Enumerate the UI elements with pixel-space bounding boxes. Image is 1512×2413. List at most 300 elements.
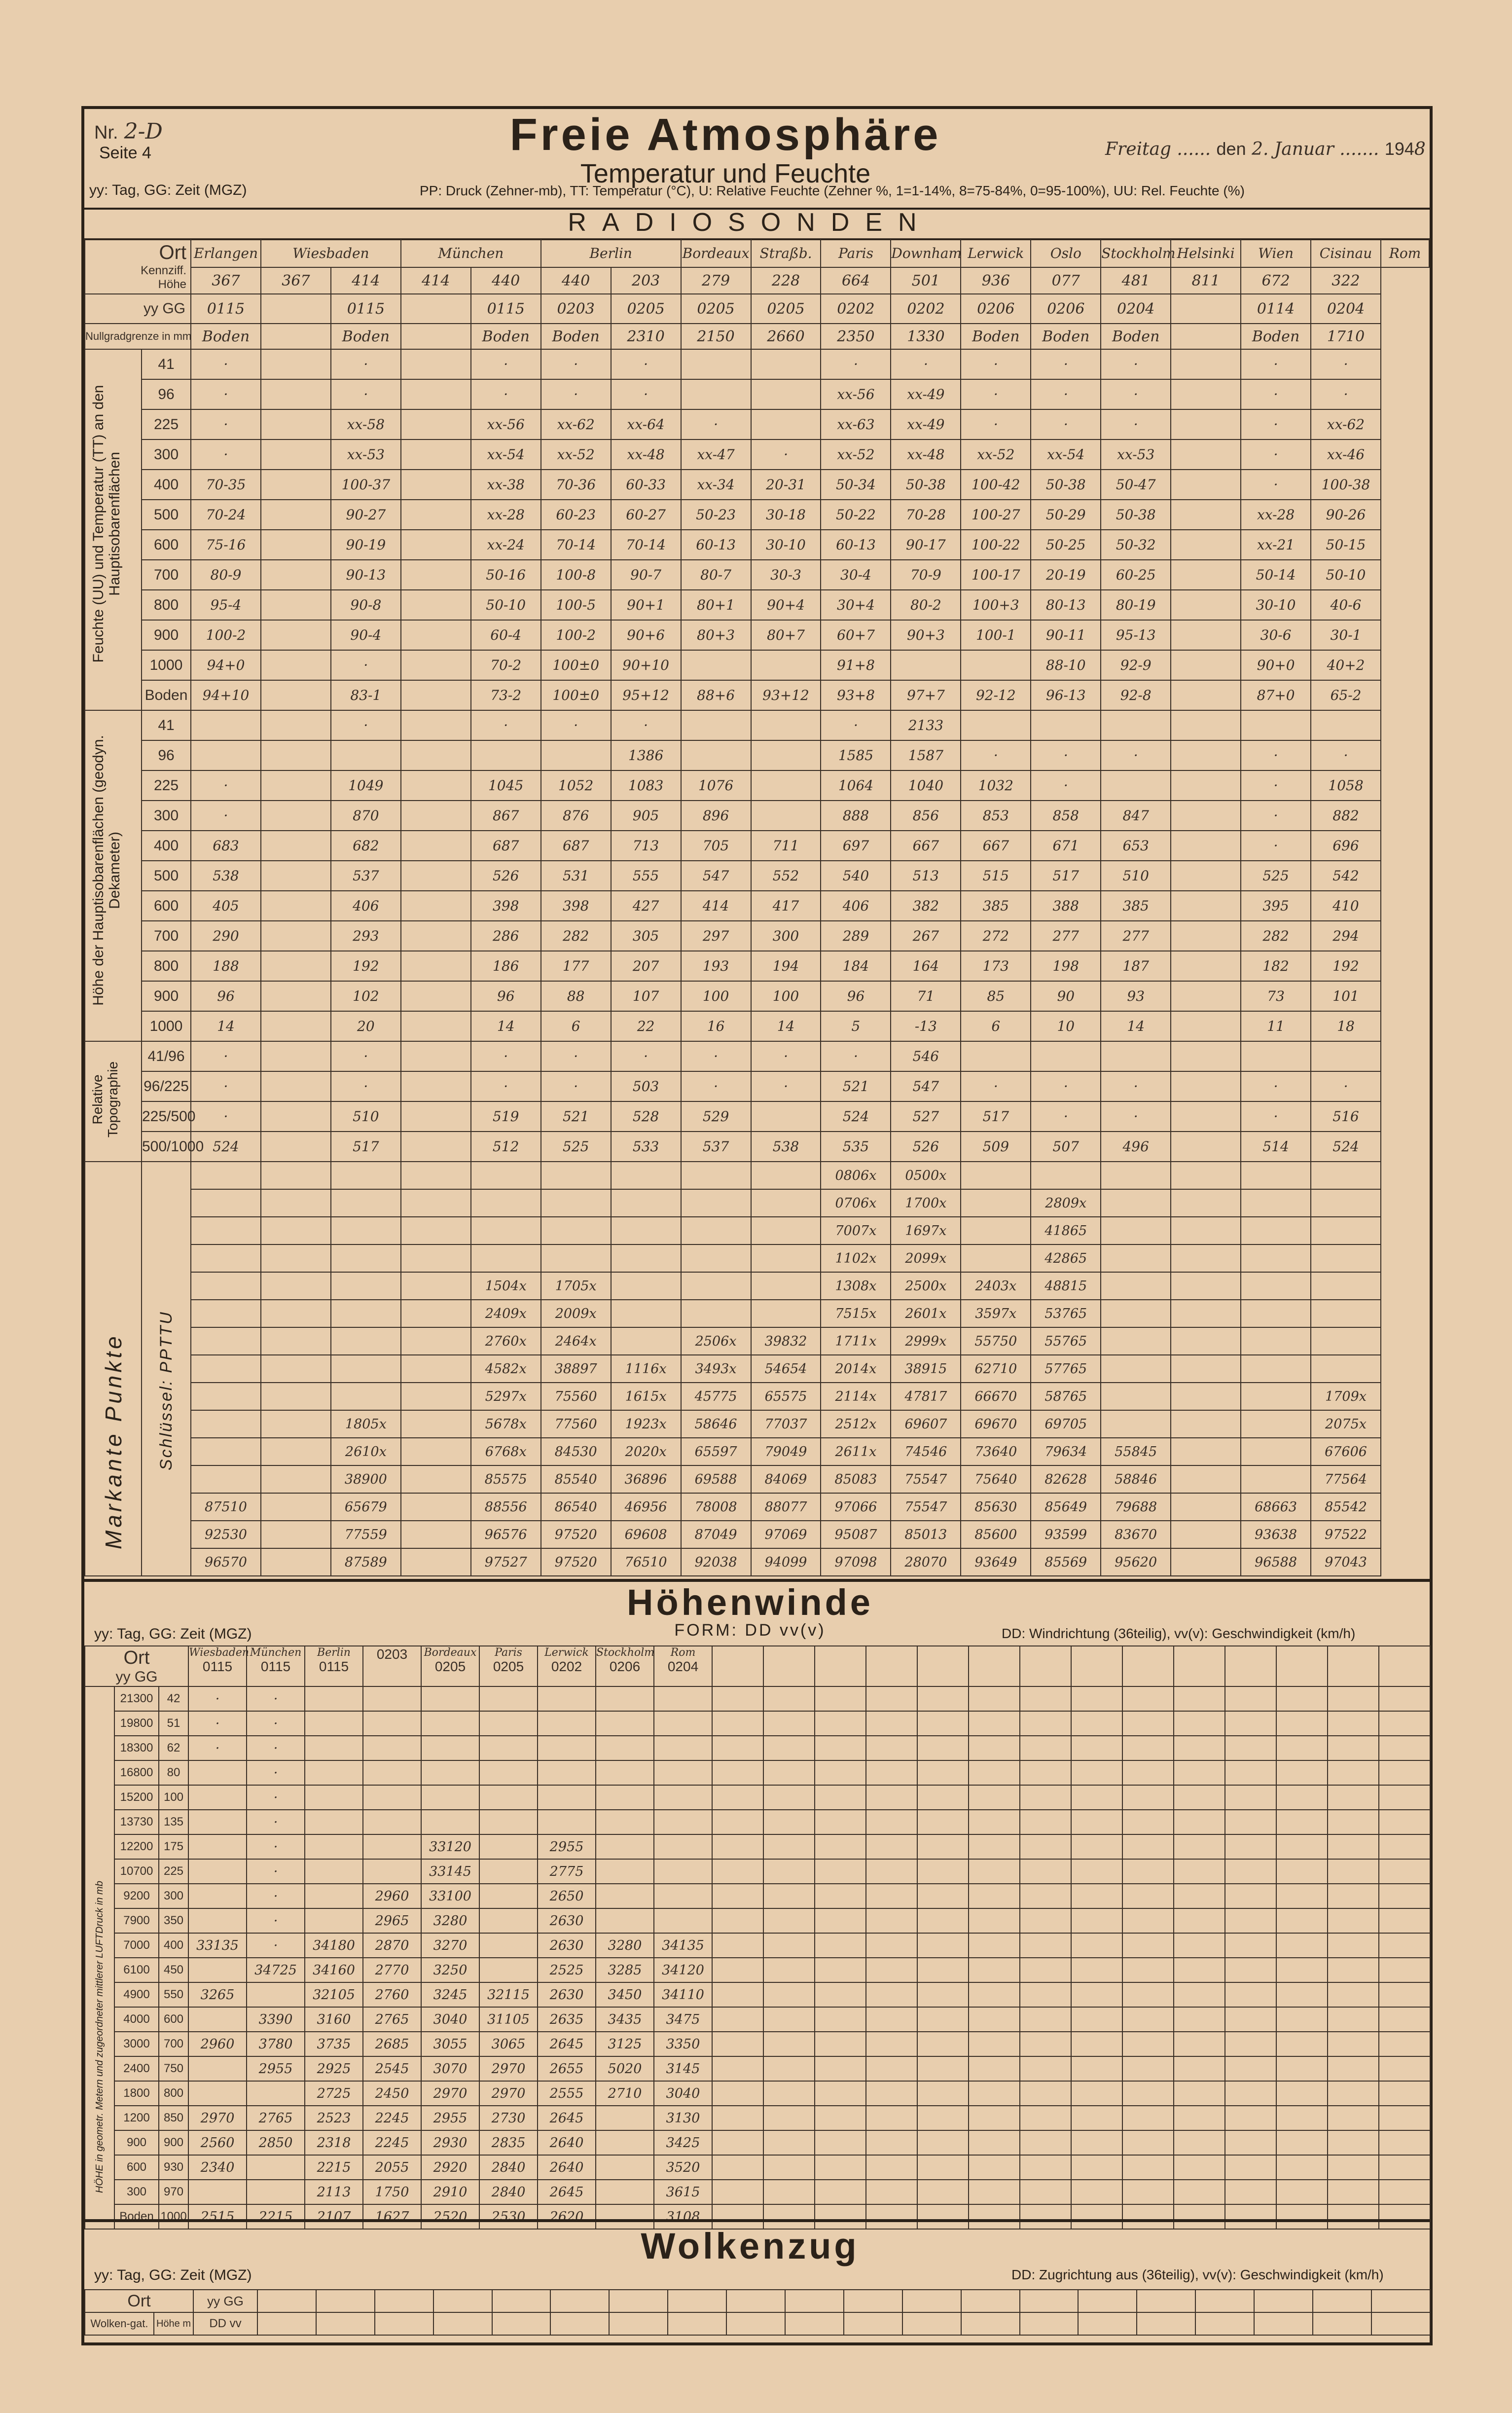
- empty-cell: [1276, 1933, 1328, 1958]
- value-cell: 1709x: [1311, 1383, 1381, 1410]
- empty-cell: [1071, 1908, 1122, 1933]
- nullgrad-value: 2660: [751, 324, 821, 349]
- empty-cell: [1122, 1884, 1174, 1908]
- value-cell: ·: [611, 379, 681, 409]
- value-cell: 96576: [471, 1521, 541, 1548]
- value-cell: 60-33: [611, 470, 681, 500]
- value-cell: 80+1: [681, 590, 751, 620]
- height-row: [85, 981, 1429, 1011]
- wind-value: [479, 1884, 538, 1908]
- value-cell: ·: [191, 770, 261, 801]
- value-cell: 85569: [1031, 1548, 1101, 1576]
- wind-value: [188, 1810, 247, 1834]
- value-cell: 2999x: [891, 1327, 961, 1355]
- value-cell: [1171, 921, 1241, 951]
- value-cell: 50-38: [891, 470, 961, 500]
- station-time: 0204: [1101, 294, 1171, 324]
- empty-cell: [1071, 1736, 1122, 1760]
- value-cell: [261, 1217, 331, 1244]
- value-cell: 272: [961, 921, 1031, 951]
- empty-cell: [1071, 1785, 1122, 1810]
- wind-value: [654, 1736, 712, 1760]
- value-cell: [261, 1189, 331, 1217]
- empty-cell: [712, 1810, 763, 1834]
- empty-cell: [1225, 1646, 1276, 1686]
- empty-cell: [1020, 2032, 1071, 2056]
- empty-cell: [1276, 1982, 1328, 2007]
- empty-cell: [1328, 1785, 1379, 1810]
- empty-cell: [866, 2081, 917, 2106]
- height-row: [85, 710, 1429, 740]
- value-cell: [1171, 831, 1241, 861]
- empty-cell: [866, 2032, 917, 2056]
- value-cell: 38897: [541, 1355, 611, 1383]
- empty-cell: [1276, 1785, 1328, 1810]
- empty-cell: [1225, 2155, 1276, 2180]
- wind-value: 3425: [654, 2130, 712, 2155]
- wind-value: 33145: [421, 1859, 479, 1884]
- value-cell: ·: [471, 710, 541, 740]
- wind-station-name: Rom: [670, 1646, 696, 1659]
- wind-value: 2930: [421, 2130, 479, 2155]
- station-kennziff: 414: [331, 267, 401, 294]
- station-header-row: [85, 239, 1429, 267]
- markante-row: [85, 1493, 1429, 1521]
- value-cell: [401, 1244, 471, 1272]
- value-cell: 80+3: [681, 620, 751, 650]
- station-name: München: [401, 239, 541, 267]
- value-cell: 53765: [1031, 1300, 1101, 1327]
- empty-cell: [917, 1884, 969, 1908]
- empty-cell: [1328, 2204, 1379, 2229]
- wind-value: [363, 1711, 421, 1736]
- empty-cell: [1379, 1958, 1430, 1982]
- wind-value: 3390: [247, 2007, 305, 2032]
- temperature-row: [85, 650, 1429, 680]
- wind-value: ·: [247, 1859, 305, 1884]
- wind-value: [538, 1785, 596, 1810]
- value-cell: ·: [541, 379, 611, 409]
- empty-cell: [712, 1958, 763, 1982]
- value-cell: 30-3: [751, 560, 821, 590]
- empty-cell: [969, 2007, 1020, 2032]
- wind-value: 34120: [654, 1958, 712, 1982]
- value-cell: ·: [191, 1041, 261, 1071]
- value-cell: [541, 740, 611, 770]
- value-cell: [261, 1493, 331, 1521]
- value-cell: ·: [961, 740, 1031, 770]
- wind-value: 2645: [538, 2032, 596, 2056]
- station-name: Paris: [821, 239, 891, 267]
- value-cell: [611, 1217, 681, 1244]
- value-cell: [261, 801, 331, 831]
- station-time: 0202: [821, 294, 891, 324]
- value-cell: [261, 770, 331, 801]
- value-cell: ·: [751, 1041, 821, 1071]
- value-cell: [681, 1272, 751, 1300]
- nullgrad-value: Boden: [541, 324, 611, 349]
- empty-cell: [1071, 1958, 1122, 1982]
- value-cell: [1171, 1041, 1241, 1071]
- empty-cell: [712, 2180, 763, 2204]
- wind-value: 2650: [538, 1884, 596, 1908]
- value-cell: 713: [611, 831, 681, 861]
- value-cell: xx-62: [541, 409, 611, 439]
- empty-cell: [1071, 1982, 1122, 2007]
- wind-pressure: 600: [159, 2007, 188, 2032]
- wind-value: 3780: [247, 2032, 305, 2056]
- empty-cell: [1254, 2290, 1313, 2312]
- empty-cell: [1078, 2312, 1137, 2335]
- wind-height: 12200: [114, 1834, 159, 1859]
- value-cell: 286: [471, 921, 541, 951]
- empty-cell: [1328, 2007, 1379, 2032]
- value-cell: 90+0: [1241, 650, 1311, 680]
- value-cell: 100-2: [541, 620, 611, 650]
- empty-cell: [1276, 1810, 1328, 1834]
- value-cell: 1805x: [331, 1410, 401, 1438]
- value-cell: 517: [331, 1132, 401, 1162]
- empty-cell: [1379, 1760, 1430, 1785]
- value-cell: [961, 1189, 1031, 1217]
- empty-cell: [726, 2290, 785, 2312]
- value-cell: 97069: [751, 1521, 821, 1548]
- value-cell: ·: [471, 1071, 541, 1101]
- empty-cell: [1174, 1810, 1225, 1834]
- empty-cell: [815, 2032, 866, 2056]
- yygg-row: [85, 294, 1429, 324]
- wind-value: [654, 1711, 712, 1736]
- value-cell: 88-10: [1031, 650, 1101, 680]
- value-cell: [1171, 620, 1241, 650]
- empty-cell: [1020, 1908, 1071, 1933]
- value-cell: 84069: [751, 1465, 821, 1493]
- value-cell: 97520: [541, 1548, 611, 1576]
- value-cell: [191, 1244, 261, 1272]
- value-cell: 55750: [961, 1327, 1031, 1355]
- temperature-row: [85, 349, 1429, 379]
- value-cell: [751, 1162, 821, 1189]
- value-cell: 100-38: [1311, 470, 1381, 500]
- empty-cell: [1122, 1760, 1174, 1785]
- value-cell: 94+0: [191, 650, 261, 680]
- empty-cell: [815, 1859, 866, 1884]
- empty-cell: [1174, 1760, 1225, 1785]
- wind-value: [479, 1810, 538, 1834]
- value-cell: xx-63: [821, 409, 891, 439]
- empty-cell: [969, 2032, 1020, 2056]
- empty-cell: [1122, 2032, 1174, 2056]
- empty-cell: [1328, 2155, 1379, 2180]
- empty-cell: [1313, 2312, 1371, 2335]
- value-cell: 696: [1311, 831, 1381, 861]
- value-cell: 538: [751, 1132, 821, 1162]
- empty-cell: [712, 1646, 763, 1686]
- wind-pressure: 970: [159, 2180, 188, 2204]
- empty-cell: [1122, 2007, 1174, 2032]
- value-cell: ·: [1241, 409, 1311, 439]
- empty-cell: [866, 1859, 917, 1884]
- value-cell: [1171, 1189, 1241, 1217]
- value-cell: ·: [961, 1071, 1031, 1101]
- value-cell: [1311, 1162, 1381, 1189]
- nullgrad-value: Boden: [961, 324, 1031, 349]
- value-cell: 88077: [751, 1493, 821, 1521]
- value-cell: [891, 650, 961, 680]
- empty-cell: [1122, 2056, 1174, 2081]
- value-cell: 50-25: [1031, 530, 1101, 560]
- value-cell: 60+7: [821, 620, 891, 650]
- wind-row: [85, 2032, 1430, 2056]
- value-cell: [401, 620, 471, 650]
- empty-cell: [866, 1711, 917, 1736]
- value-cell: 30-10: [1241, 590, 1311, 620]
- value-cell: ·: [331, 1041, 401, 1071]
- wind-height: Boden: [114, 2204, 159, 2229]
- value-cell: [191, 1300, 261, 1327]
- wind-value: [247, 1982, 305, 2007]
- wind-value: 2770: [363, 1958, 421, 1982]
- level-label: 225/500: [142, 1101, 191, 1132]
- value-cell: 542: [1311, 861, 1381, 891]
- station-name: Berlin: [541, 239, 681, 267]
- value-cell: xx-48: [611, 439, 681, 470]
- value-cell: 385: [1101, 891, 1171, 921]
- value-cell: 79049: [751, 1438, 821, 1465]
- feuchte-side-label: [85, 349, 142, 710]
- value-cell: 93: [1101, 981, 1171, 1011]
- empty-cell: [1071, 1686, 1122, 1711]
- wind-value: 3065: [479, 2032, 538, 2056]
- value-cell: 55845: [1101, 1438, 1171, 1465]
- wind-value: 2955: [421, 2106, 479, 2130]
- wind-value: 2870: [363, 1933, 421, 1958]
- wind-value: ·: [247, 1785, 305, 1810]
- value-cell: [471, 1217, 541, 1244]
- height-row: [85, 861, 1429, 891]
- value-cell: [1171, 1244, 1241, 1272]
- value-cell: [261, 409, 331, 439]
- empty-cell: [1122, 1686, 1174, 1711]
- value-cell: 90+1: [611, 590, 681, 620]
- value-cell: 91+8: [821, 650, 891, 680]
- empty-cell: [1328, 2180, 1379, 2204]
- value-cell: 20-31: [751, 470, 821, 500]
- empty-cell: [815, 2180, 866, 2204]
- wind-station-time: 0203: [376, 1646, 408, 1662]
- value-cell: 100-2: [191, 620, 261, 650]
- wind-value: ·: [247, 1686, 305, 1711]
- value-cell: 67606: [1311, 1438, 1381, 1465]
- value-cell: [401, 560, 471, 590]
- empty-cell: [1379, 1785, 1430, 1810]
- value-cell: 509: [961, 1132, 1031, 1162]
- value-cell: ·: [1031, 770, 1101, 801]
- value-cell: 198: [1031, 951, 1101, 981]
- empty-cell: [1379, 1810, 1430, 1834]
- empty-cell: [1122, 1982, 1174, 2007]
- empty-cell: [1174, 2130, 1225, 2155]
- markante-row: [85, 1300, 1429, 1327]
- empty-cell: [1071, 2056, 1122, 2081]
- value-cell: 2099x: [891, 1244, 961, 1272]
- wind-station-time: 0202: [551, 1659, 582, 1674]
- value-cell: [401, 470, 471, 500]
- value-cell: 184: [821, 951, 891, 981]
- empty-cell: [1379, 2032, 1430, 2056]
- empty-cell: [1225, 1958, 1276, 1982]
- wind-station-time: 0115: [202, 1659, 233, 1674]
- value-cell: 90+4: [751, 590, 821, 620]
- value-cell: 7007x: [821, 1217, 891, 1244]
- value-cell: 277: [1031, 921, 1101, 951]
- legend-time: yy: Tag, GG: Zeit (MGZ): [89, 182, 247, 198]
- empty-cell: [1225, 1736, 1276, 1760]
- value-cell: 3493x: [681, 1355, 751, 1383]
- wind-height: 7900: [114, 1908, 159, 1933]
- value-cell: 1116x: [611, 1355, 681, 1383]
- value-cell: 92-9: [1101, 650, 1171, 680]
- value-cell: 290: [191, 921, 261, 951]
- wind-value: 2645: [538, 2106, 596, 2130]
- value-cell: 535: [821, 1132, 891, 1162]
- wind-value: 2318: [305, 2130, 363, 2155]
- empty-cell: [1174, 2081, 1225, 2106]
- empty-cell: [844, 2290, 902, 2312]
- value-cell: 50-14: [1241, 560, 1311, 590]
- value-cell: 711: [751, 831, 821, 861]
- value-cell: 66670: [961, 1383, 1031, 1410]
- empty-cell: [866, 2130, 917, 2155]
- empty-cell: [1225, 1884, 1276, 1908]
- wind-value: [479, 1736, 538, 1760]
- wind-pressure: 42: [159, 1686, 188, 1711]
- wind-value: 2545: [363, 2056, 421, 2081]
- wind-value: 3055: [421, 2032, 479, 2056]
- value-cell: 1064: [821, 770, 891, 801]
- station-time: 0203: [541, 294, 611, 324]
- wind-row: [85, 1810, 1430, 1834]
- wind-value: 1627: [363, 2204, 421, 2229]
- empty-cell: [1379, 2007, 1430, 2032]
- value-cell: [261, 560, 331, 590]
- value-cell: [1171, 590, 1241, 620]
- level-label: 225: [142, 770, 191, 801]
- value-cell: 85600: [961, 1521, 1031, 1548]
- empty-cell: [866, 1736, 917, 1760]
- empty-cell: [763, 1686, 815, 1711]
- value-cell: 514: [1241, 1132, 1311, 1162]
- wind-value: 3125: [596, 2032, 654, 2056]
- value-cell: 85: [961, 981, 1031, 1011]
- value-cell: ·: [541, 1041, 611, 1071]
- value-cell: 22: [611, 1011, 681, 1041]
- value-cell: 50-34: [821, 470, 891, 500]
- value-cell: [261, 620, 331, 650]
- wind-value: [421, 1785, 479, 1810]
- level-label: 1000: [142, 650, 191, 680]
- value-cell: 14: [751, 1011, 821, 1041]
- empty-cell: [1328, 1933, 1379, 1958]
- value-cell: [191, 710, 261, 740]
- wind-value: [596, 2106, 654, 2130]
- value-cell: [401, 1410, 471, 1438]
- value-cell: [1171, 710, 1241, 740]
- temperature-row: [85, 680, 1429, 710]
- value-cell: [1171, 560, 1241, 590]
- wind-value: 2630: [538, 1933, 596, 1958]
- wind-value: 32115: [479, 1982, 538, 2007]
- value-cell: ·: [331, 1071, 401, 1101]
- empty-cell: [1328, 2130, 1379, 2155]
- value-cell: 529: [681, 1101, 751, 1132]
- value-cell: ·: [1031, 1071, 1101, 1101]
- level-label: Boden: [142, 680, 191, 710]
- value-cell: 1052: [541, 770, 611, 801]
- value-cell: 42865: [1031, 1244, 1101, 1272]
- markante-side-label: [85, 1162, 142, 1576]
- value-cell: [1171, 1272, 1241, 1300]
- station-time: [261, 294, 331, 324]
- value-cell: ·: [1311, 379, 1381, 409]
- empty-cell: [1328, 1760, 1379, 1785]
- value-cell: [611, 1244, 681, 1272]
- wind-value: 2965: [363, 1908, 421, 1933]
- empty-cell: [815, 1908, 866, 1933]
- value-cell: 77564: [1311, 1465, 1381, 1493]
- empty-cell: [712, 1785, 763, 1810]
- empty-cell: [1276, 1736, 1328, 1760]
- empty-cell: [1174, 1958, 1225, 1982]
- empty-cell: [969, 2155, 1020, 2180]
- station-name: Erlangen: [191, 239, 261, 267]
- topo-row: [85, 1071, 1429, 1101]
- wind-pressure: 300: [159, 1884, 188, 1908]
- wind-value: 2840: [479, 2180, 538, 2204]
- empty-cell: [815, 2130, 866, 2155]
- value-cell: 515: [961, 861, 1031, 891]
- empty-cell: [785, 2290, 844, 2312]
- empty-cell: [1225, 1859, 1276, 1884]
- wind-pressure: 62: [159, 1736, 188, 1760]
- value-cell: 410: [1311, 891, 1381, 921]
- empty-cell: [917, 1686, 969, 1711]
- value-cell: [401, 409, 471, 439]
- wind-row: [85, 1933, 1430, 1958]
- value-cell: [1171, 1438, 1241, 1465]
- value-cell: [1241, 1355, 1311, 1383]
- station-kennziff: 440: [541, 267, 611, 294]
- value-cell: [401, 1383, 471, 1410]
- empty-cell: [969, 1982, 1020, 2007]
- wind-value: 1750: [363, 2180, 421, 2204]
- value-cell: [1171, 1162, 1241, 1189]
- value-cell: [1171, 740, 1241, 770]
- value-cell: 427: [611, 891, 681, 921]
- hoehe-label-text: Höhe der Hauptisobarenflächen (geodyn. Dekameter): [90, 735, 123, 1006]
- value-cell: [261, 1465, 331, 1493]
- level-label: 700: [142, 921, 191, 951]
- wind-station: [363, 1646, 421, 1686]
- value-cell: 38915: [891, 1355, 961, 1383]
- empty-cell: [1174, 2204, 1225, 2229]
- value-cell: [611, 1300, 681, 1327]
- legend-units: PP: Druck (Zehner-mb), TT: Temperatur (°C), U: Relative Feuchte (Zehner %, 1=1-14%, 8=75-84%, 0=95-100%), UU: Rel. Feuchte (%): [420, 183, 1245, 198]
- value-cell: ·: [471, 1041, 541, 1071]
- value-cell: 282: [1241, 921, 1311, 951]
- empty-cell: [1276, 2204, 1328, 2229]
- wind-value: ·: [247, 1834, 305, 1859]
